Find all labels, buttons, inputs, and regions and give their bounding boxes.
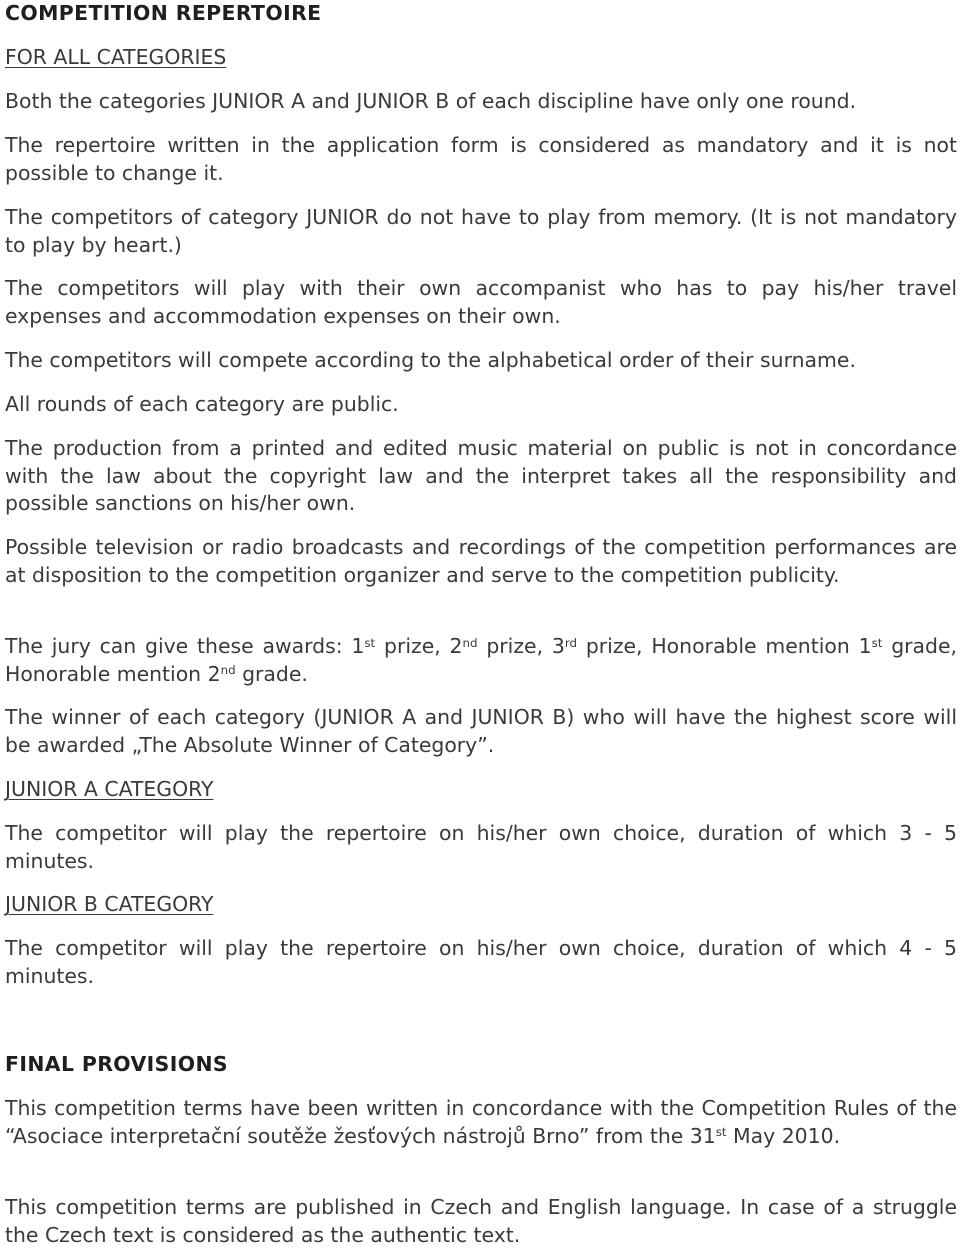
paragraph-repertoire: The repertoire written in the application form is considered as mandatory and it is not possible to change it.: [5, 133, 957, 185]
paragraph-broadcast: Possible television or radio broadcasts and recordings of the competition performances are at disposition to the competition organizer and serve to the competition publicity.: [5, 535, 957, 587]
awards-sup-2: nd: [462, 635, 478, 650]
awards-sup-3: rd: [564, 635, 578, 650]
junior-b-heading: JUNIOR B CATEGORY: [5, 892, 214, 916]
paragraph-memory: The competitors of category JUNIOR do not have to play from memory. (It is not mandatory to play by heart.): [5, 205, 957, 257]
paragraph-awards: [5, 633, 957, 688]
awards-text-5: grade, Honorable mention 2: [5, 634, 957, 686]
paragraph-accompanist: The competitors will play with their own accompanist who has to pay his/her travel expenses and accommodation expenses on their own.: [5, 276, 957, 328]
awards-text-1: The jury can give these awards: 1: [5, 634, 365, 658]
awards-text-6: grade.: [235, 661, 308, 686]
paragraph-public: All rounds of each category are public.: [5, 392, 399, 416]
rules-text-1: This competition terms have been written in concordance with the Competition Rules of the “Asociace interpretační soutěže žesťových nástrojů Brno” from the 31: [5, 1096, 957, 1148]
junior-a-heading: JUNIOR A CATEGORY: [5, 777, 214, 801]
paragraph-winner: The winner of each category (JUNIOR A and JUNIOR B) who will have the highest score will be awarded „The Absolute Winner of Category”.: [5, 705, 957, 757]
competition-repertoire-heading: COMPETITION REPERTOIRE: [5, 1, 322, 25]
awards-text-2: prize, 2: [375, 634, 463, 658]
paragraph-copyright: The production from a printed and edited music material on public is not in concordance with the law about the copyright law and the interpret takes all the responsibility and possible sanctions on his/her own.: [5, 436, 957, 515]
paragraph-rules: [5, 1095, 957, 1150]
awards-sup-1: st: [364, 635, 376, 650]
junior-a-text: The competitor will play the repertoire on his/her own choice, duration of which 3 - 5 minutes.: [5, 821, 957, 873]
junior-b-text: The competitor will play the repertoire on his/her own choice, duration of which 4 - 5 minutes.: [5, 936, 957, 988]
final-provisions-heading: FINAL PROVISIONS: [5, 1052, 229, 1076]
awards-text-4: prize, Honorable mention 1: [577, 634, 872, 658]
awards-sup-5: nd: [220, 663, 236, 677]
rules-text-2: May 2010.: [726, 1123, 841, 1148]
for-all-categories-subheading: FOR ALL CATEGORIES: [5, 45, 227, 69]
awards-sup-4: st: [871, 635, 883, 650]
paragraph-rounds: Both the categories JUNIOR A and JUNIOR B of each discipline have only one round.: [5, 89, 857, 113]
paragraph-language: This competition terms are published in Czech and English language. In case of a struggle the Czech text is considered as the authentic text.: [5, 1195, 957, 1247]
paragraph-order: The competitors will compete according to the alphabetical order of their surname.: [5, 348, 856, 372]
rules-sup-1: st: [715, 1125, 727, 1139]
awards-text-3: prize, 3: [477, 634, 565, 658]
